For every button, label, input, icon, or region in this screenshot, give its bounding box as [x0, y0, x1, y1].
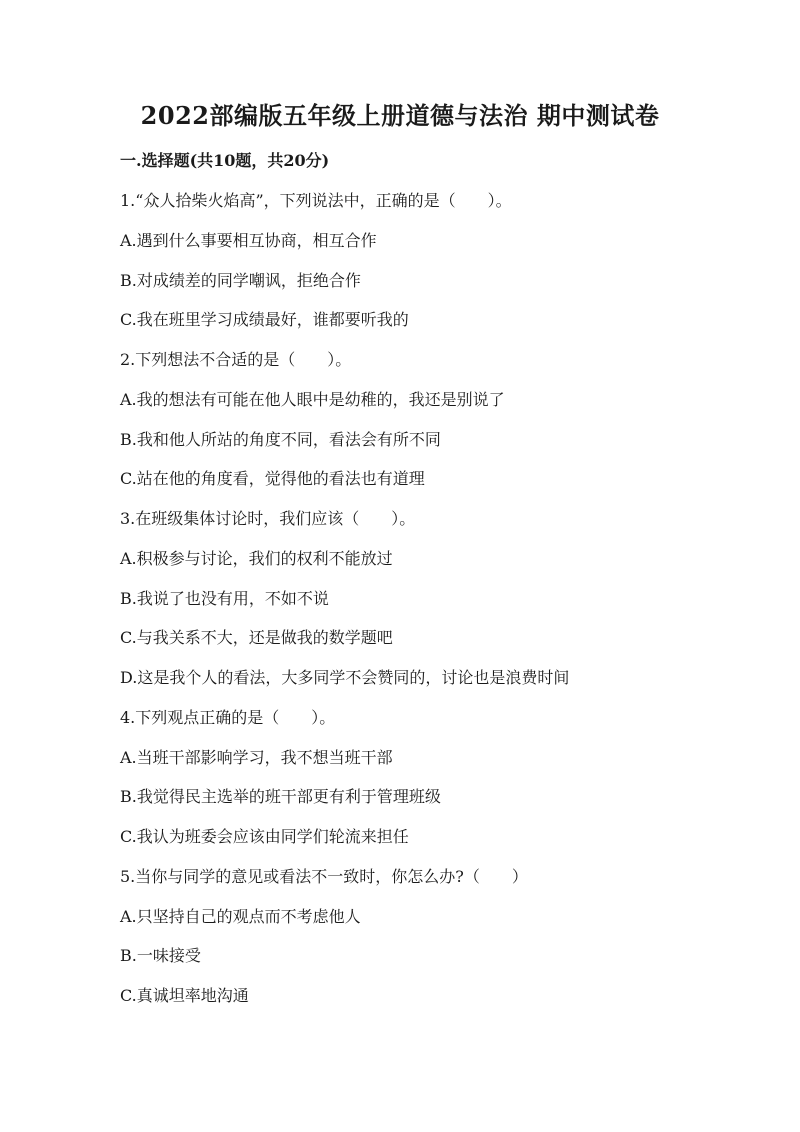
question-1-option-c: C.我在班里学习成绩最好，谁都要听我的 — [120, 310, 409, 329]
question-4-stem: 4.下列观点正确的是（ ）。 — [120, 708, 336, 727]
question-2-stem: 2.下列想法不合适的是（ ）。 — [120, 350, 352, 369]
question-4-option-b: B.我觉得民主选举的班干部更有利于管理班级 — [120, 787, 441, 806]
question-5-stem: 5.当你与同学的意见或看法不一致时，你怎么办?（ ） — [120, 867, 528, 886]
document-title: 2022部编版五年级上册道德与法治 期中测试卷 — [140, 101, 660, 130]
section-header: 一.选择题(共10题，共20分) — [120, 151, 330, 170]
question-5-option-a: A.只坚持自己的观点而不考虑他人 — [120, 907, 361, 926]
question-1-option-b: B.对成绩差的同学嘲讽，拒绝合作 — [120, 271, 361, 290]
question-3-option-a: A.积极参与讨论，我们的权利不能放过 — [120, 549, 393, 568]
question-3-option-d: D.这是我个人的看法，大多同学不会赞同的，讨论也是浪费时间 — [120, 668, 570, 687]
question-3-option-c: C.与我关系不大，还是做我的数学题吧 — [120, 628, 393, 647]
question-3-option-b: B.我说了也没有用，不如不说 — [120, 589, 329, 608]
question-2-option-c: C.站在他的角度看，觉得他的看法也有道理 — [120, 469, 425, 488]
question-4-option-c: C.我认为班委会应该由同学们轮流来担任 — [120, 827, 409, 846]
question-5-option-c: C.真诚坦率地沟通 — [120, 986, 249, 1005]
question-4-option-a: A.当班干部影响学习，我不想当班干部 — [120, 748, 393, 767]
question-5-option-b: B.一味接受 — [120, 946, 201, 965]
question-2-option-a: A.我的想法有可能在他人眼中是幼稚的，我还是别说了 — [120, 390, 505, 409]
question-1-stem: 1.“众人拾柴火焰高”，下列说法中，正确的是（ ）。 — [120, 191, 512, 210]
question-1-option-a: A.遇到什么事要相互协商，相互合作 — [120, 231, 377, 250]
question-2-option-b: B.我和他人所站的角度不同，看法会有所不同 — [120, 430, 441, 449]
question-3-stem: 3.在班级集体讨论时，我们应该（ ）。 — [120, 509, 416, 528]
